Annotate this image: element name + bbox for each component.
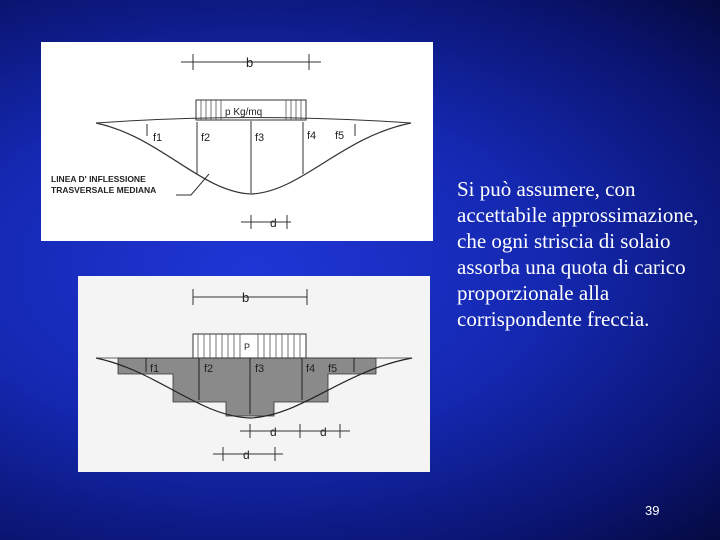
b-label: b (246, 55, 254, 70)
inflection-diagram (41, 42, 433, 241)
d-label-2c: d (243, 448, 250, 462)
f4-label-2: f4 (306, 363, 316, 375)
b-label-2: b (242, 290, 250, 305)
strip-load-diagram-drawing (78, 276, 430, 472)
d-label-2b: d (320, 425, 327, 439)
page-number: 39 (645, 503, 660, 518)
load-label-2: P (244, 342, 251, 352)
callout-arrow (176, 174, 209, 195)
callout-line2: TRASVERSALE MEDIANA (51, 185, 157, 195)
slide-body-text: Si può assumere, con accettabile approssimazione, che ogni striscia di solaio assorba una quota di carico proporzionale alla corrispondente freccia. (457, 177, 699, 331)
f3-label-2: f3 (255, 363, 265, 375)
callout-line1: LINEA D' INFLESSIONE (51, 174, 146, 184)
f2-label: f2 (201, 132, 211, 144)
d-label: d (270, 216, 277, 230)
f2-label-2: f2 (204, 363, 214, 375)
f3-label: f3 (255, 132, 265, 144)
load-label: p Kg/mq (225, 107, 263, 118)
inflection-diagram-drawing (41, 42, 433, 241)
f5-label-2: f5 (328, 363, 338, 375)
f1-label-2: f1 (150, 363, 160, 375)
f4-label: f4 (307, 130, 317, 142)
f5-label: f5 (335, 130, 345, 142)
strip-load-diagram (78, 276, 430, 472)
d-label-2a: d (270, 425, 277, 439)
f1-label: f1 (153, 132, 163, 144)
